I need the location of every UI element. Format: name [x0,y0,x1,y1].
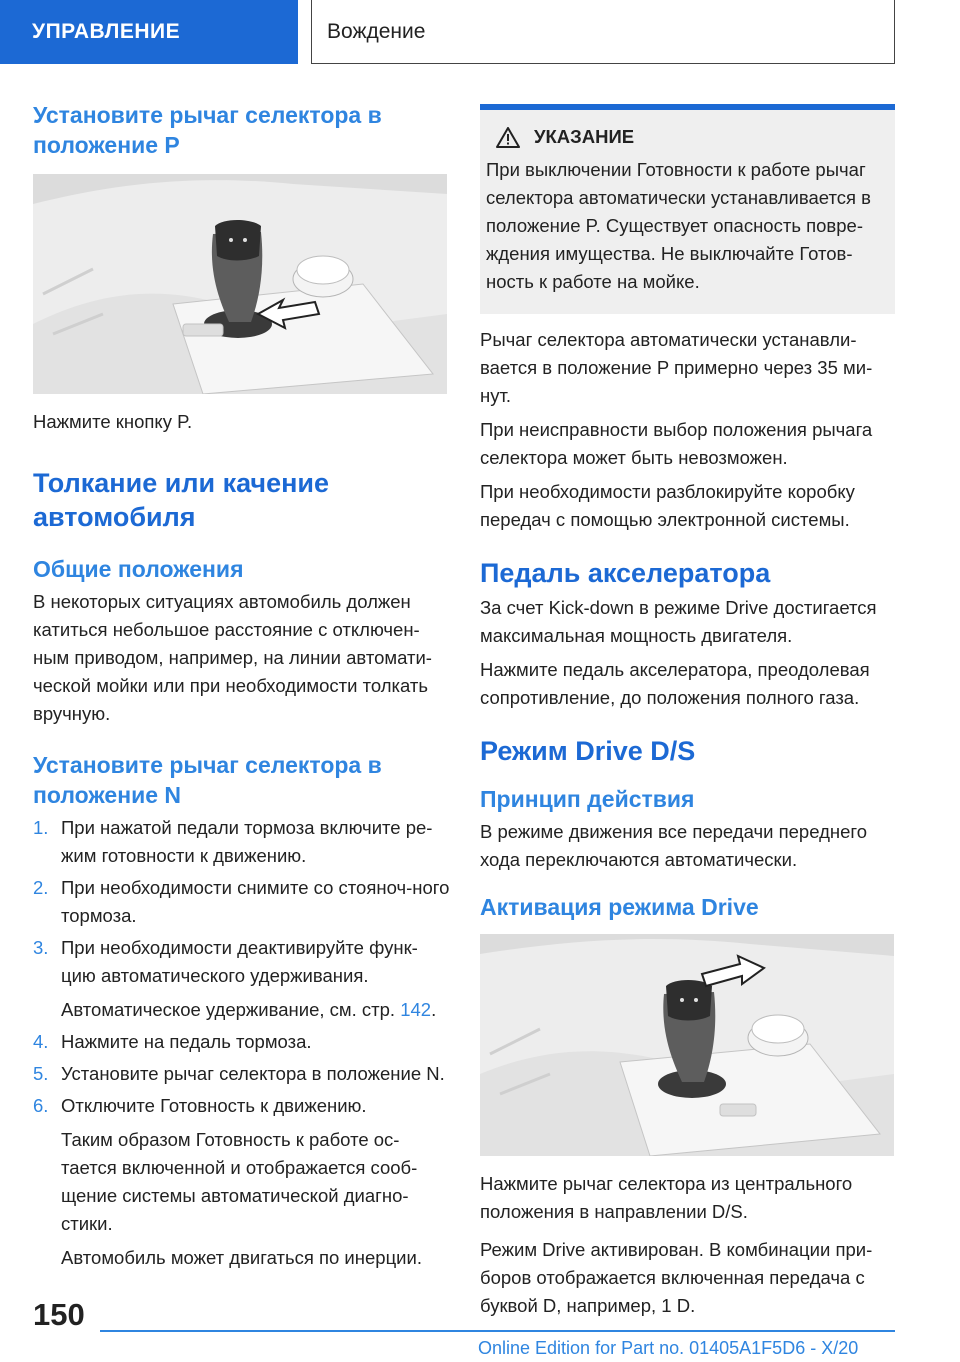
press-pedal-paragraph: Нажмите педаль акселератора, преодолевая сопротивление, до положения полного газа. [480,659,870,708]
step-note: Автомобиль может двигаться по инерции. [61,1247,422,1268]
step-text: Отключите Готовность к движению. [61,1095,367,1116]
heading-set-n: Установите рычаг селектора в положение N [33,752,382,808]
chapter-tab: УПРАВЛЕНИЕ [0,0,298,64]
list-item [33,1092,451,1272]
step-number: 2. [33,877,49,898]
steps-list [33,814,451,1272]
right-column [480,104,895,1320]
kickdown-paragraph: За счет Kick-down в режиме Drive достигается максимальная мощность двигателя. [480,597,877,646]
warning-header [486,126,887,148]
step-number: 6. [33,1095,49,1116]
heading-general: Общие положения [33,556,244,582]
step-note: Таким образом Готовность к работе ос-тается включенной и отображается сооб-щение системы автоматической диагно-стики. [61,1129,418,1234]
activated-paragraph: Режим Drive активирован. В комбинации при-боров отображается включенная передача с буквой D, например, 1 D. [480,1239,873,1316]
footer-edition: Online Edition for Part no. 01405A1F5D6 - X/20 [478,1338,859,1358]
step-number: 1. [33,817,49,838]
section-title: Вождение [311,0,895,64]
warning-box [480,104,895,314]
heading-push: Толкание или качение автомобиля [33,468,330,532]
unlock-paragraph: При необходимости разблокируйте коробку передач с помощью электронной системы. [480,481,855,530]
footer-divider [100,1330,895,1332]
page-number: 150 [33,1297,85,1332]
list-item [33,814,451,870]
fault-paragraph: При неисправности выбор положения рычага селектора может быть невозможен. [480,419,873,468]
warning-title: УКАЗАНИЕ [534,126,635,147]
page-link[interactable]: 142 [400,999,432,1020]
list-item [33,874,451,930]
note-text: Автоматическое удерживание, см. стр. [61,999,396,1020]
principle-paragraph: В режиме движения все передачи переднего хода переключаются автоматически. [480,821,868,870]
list-item [33,1060,451,1088]
step-text: При необходимости деактивируйте функ-цию автоматического удерживания. [61,937,418,986]
step-number: 3. [33,937,49,958]
left-column [33,100,451,1272]
list-item [33,1028,451,1056]
heading-activate: Активация режима Drive [480,894,759,920]
step-text: Установите рычаг селектора в положение N. [61,1063,445,1084]
step-note [61,996,451,1024]
step-text: Нажмите на педаль тормоза. [61,1031,312,1052]
auto-p-paragraph: Рычаг селектора автоматически устанавли-вается в положение P примерно через 35 ми-нут. [480,329,873,406]
heading-principle: Принцип действия [480,786,695,812]
gear-selector-photo-p [33,174,447,394]
photo-p-caption: Нажмите кнопку P. [33,411,193,432]
heading-pedal: Педаль акселератора [480,558,771,588]
list-item [33,934,451,1024]
step-number: 5. [33,1063,49,1084]
step-text: При нажатой педали тормоза включите ре-жим готовности к движению. [61,817,433,866]
heading-drive: Режим Drive D/S [480,736,696,766]
heading-set-p: Установите рычаг селектора в положение P [33,102,382,158]
general-paragraph: В некоторых ситуациях автомобиль должен катиться небольшое расстояние с отключен-ным приводом, например, на линии автомати-ческой мойки или при необходимости толкать вручную. [33,591,432,724]
gear-selector-photo-drive [480,934,894,1156]
warning-icon [496,127,520,148]
note-suffix: . [431,999,437,1020]
step-number: 4. [33,1031,49,1052]
step-text: При необходимости снимите со стояноч-ного тормоза. [61,877,450,926]
warning-text: При выключении Готовности к работе рычаг селектора автоматически устанавливается в положение P. Существует опасность повре-ждения имущества. Не выключайте Готов-ность к работе на мойке. [486,159,871,292]
photo-drive-caption: Нажмите рычаг селектора из центрального положения в направлении D/S. [480,1173,853,1222]
